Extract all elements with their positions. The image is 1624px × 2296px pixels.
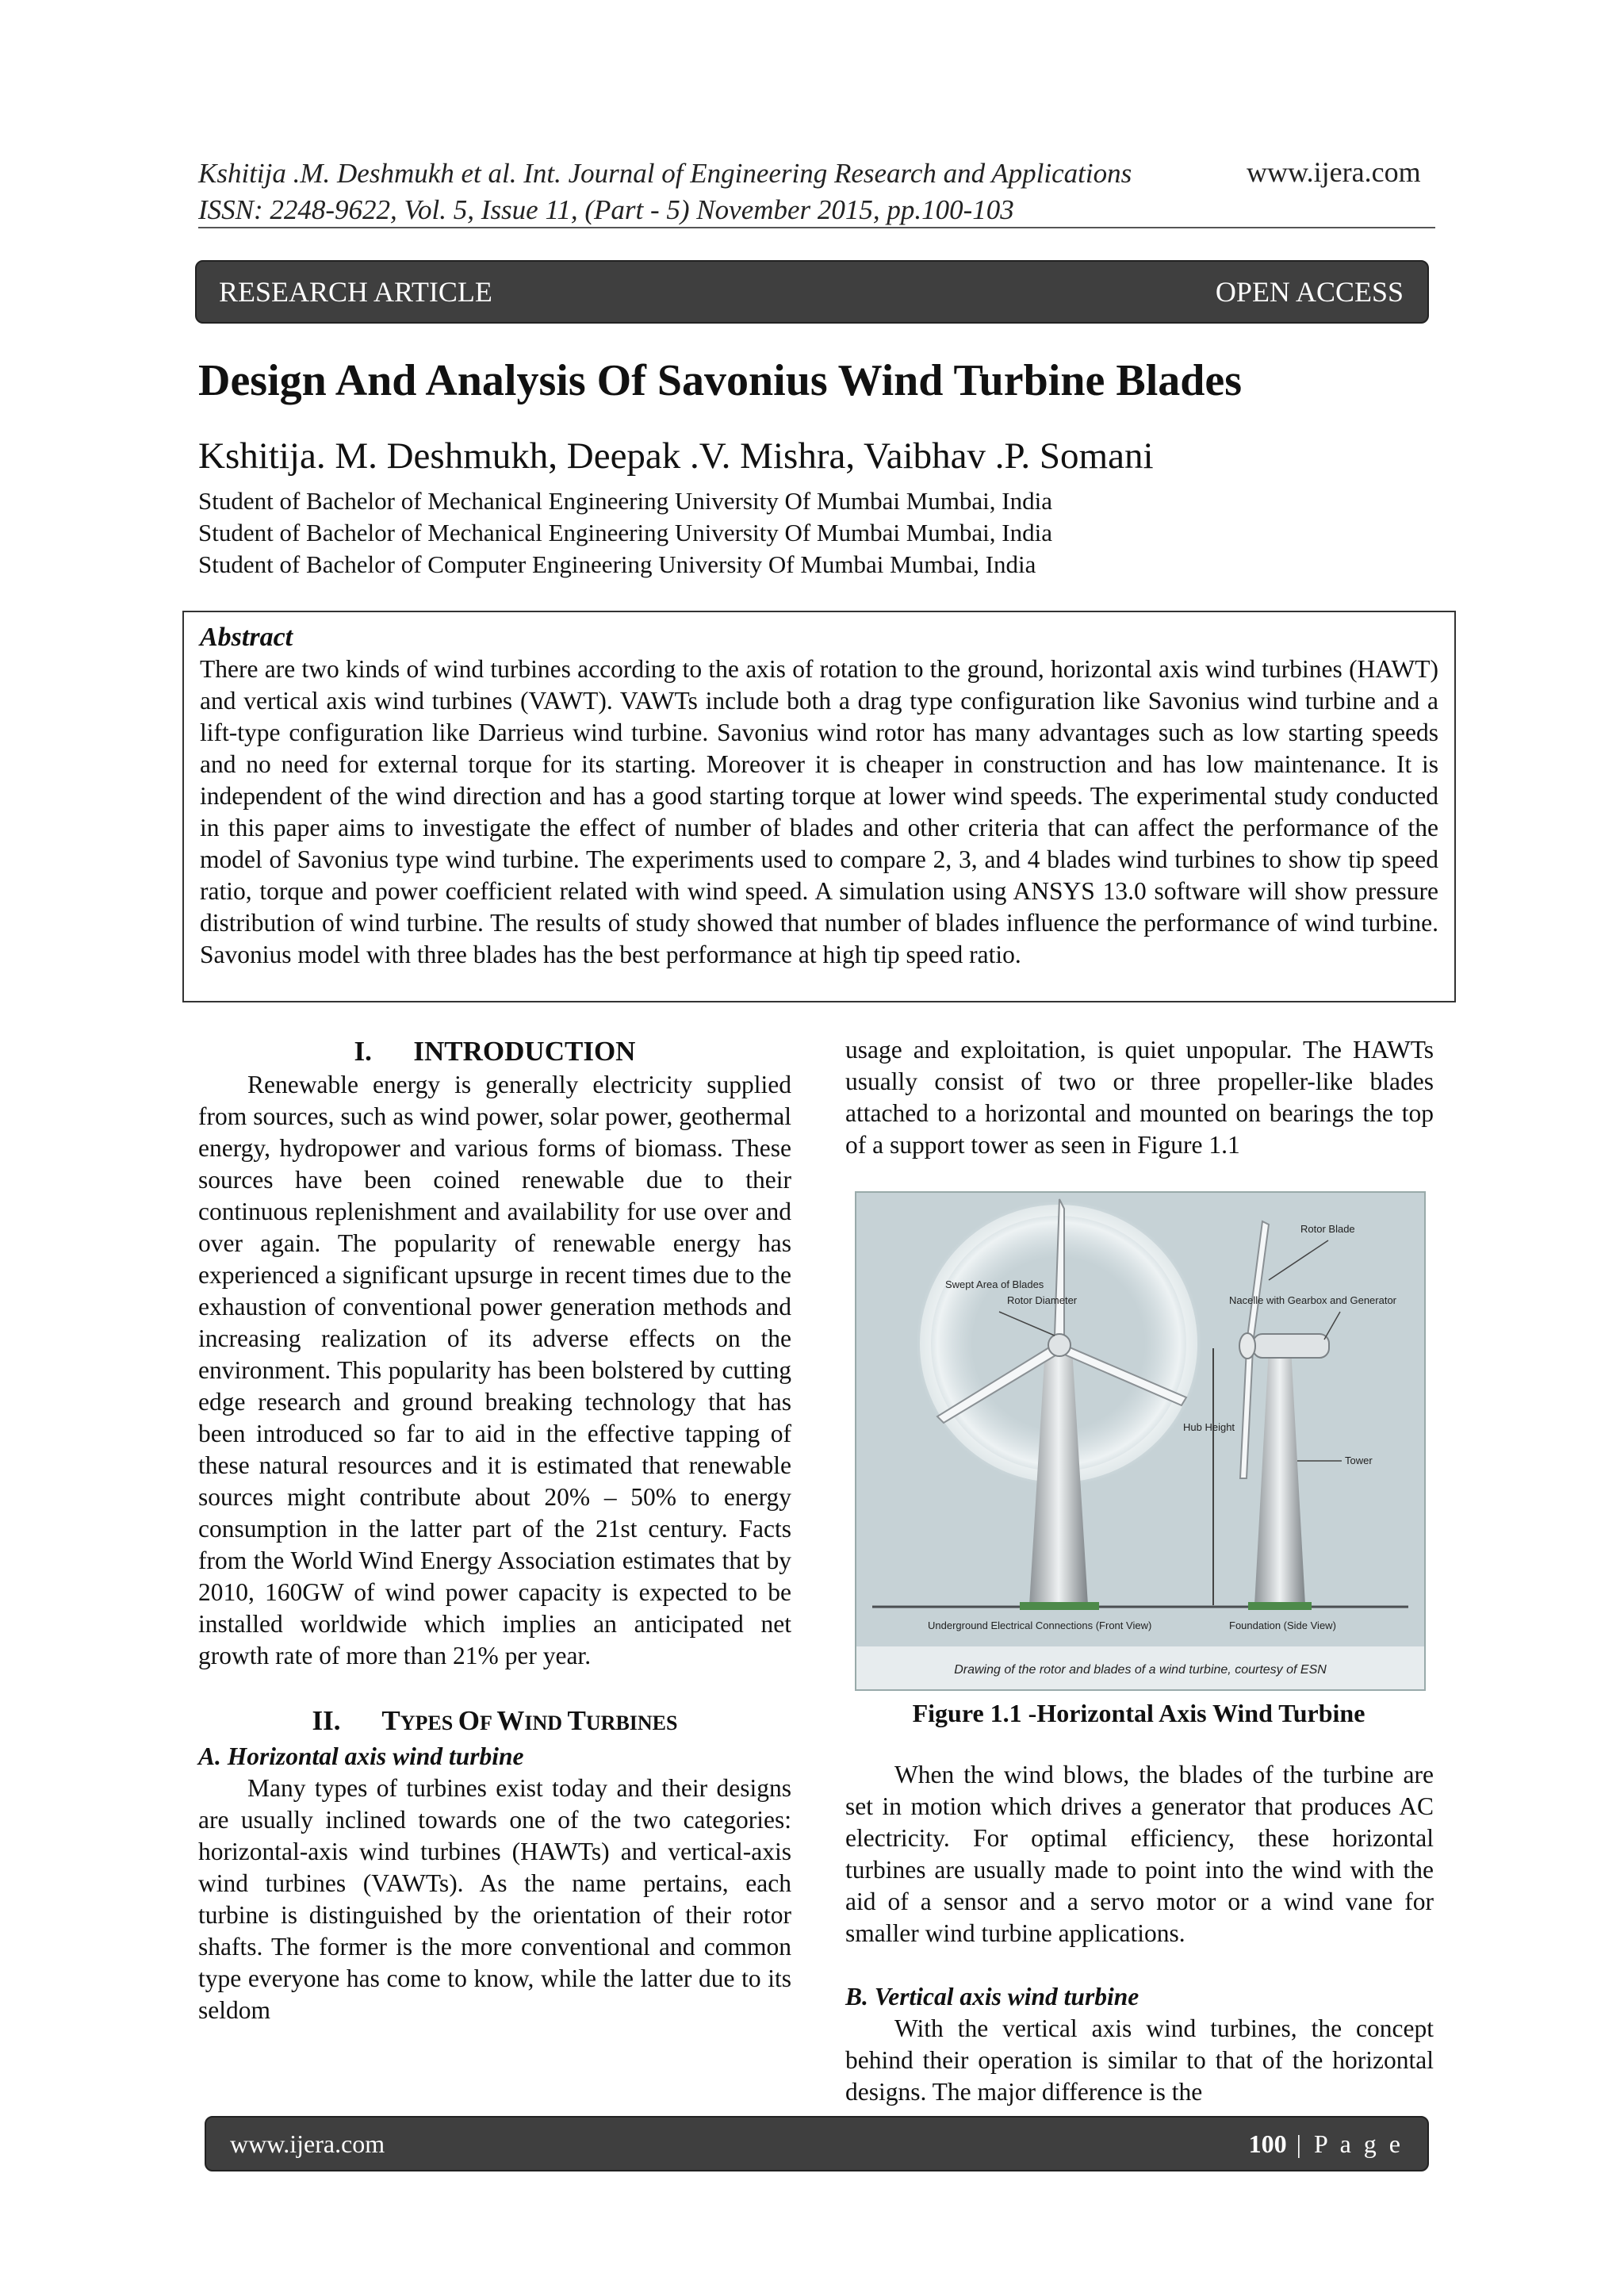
- affiliation-1: Student of Bachelor of Mechanical Engineering University Of Mumbai Mumbai, India: [198, 487, 1052, 515]
- continued-paragraph: usage and exploitation, is quiet unpopular. The HAWTs usually consist of two or three propeller-like blades attached to a horizontal and mounted on bearings the top of a support tower as seen in Figure 1.1: [845, 1036, 1434, 1159]
- nacelle: [1253, 1334, 1329, 1358]
- journal-header: [198, 155, 1132, 228]
- journal-line: Kshitija .M. Deshmukh et al. Int. Journal of Engineering Research and Applications: [198, 158, 1132, 189]
- label-underground: Underground Electrical Connections (Front View): [928, 1619, 1152, 1631]
- abstract-heading: Abstract: [200, 623, 293, 652]
- affiliations: [198, 485, 1052, 581]
- page-indicator: [1249, 2129, 1404, 2159]
- abstract-text: There are two kinds of wind turbines according to the axis of rotation to the ground, horizontal axis wind turbines (HAWT) and vertical axis wind turbines (VAWT). VAWTs include both a drag type configuration like Savonius wind turbine and a lift-type configuration like Darrieus wind turbine. Savonius wind rotor has many advantages such as low starting speeds and no need for external torque for its starting. Moreover it is cheaper in construction and has low maintenance. It is independent of the wind direction and has a good starting torque at lower wind speeds. The experimental study conducted in this paper aims to investigate the effect of number of blades and other criteria that can affect the performance of the model of Savonius type wind turbine. The experiments used to compare 2, 3, and 4 blades wind turbines to show tip speed ratio, torque and power coefficient related with wind speed. A simulation using ANSYS 13.0 software will show pressure distribution of wind turbine. The results of study showed that number of blades influence the performance of wind turbine. Savonius model with three blades has the best performance at high tip speed ratio.: [200, 655, 1438, 968]
- figure-credit: Drawing of the rotor and blades of a wind turbine, courtesy of ESN: [954, 1663, 1327, 1677]
- figure-1-1-image: [855, 1191, 1426, 1691]
- wind-turbine-drawing: [856, 1193, 1424, 1689]
- section-2-heading: [198, 1704, 791, 1741]
- side-foundation: [1248, 1602, 1312, 1610]
- label-swept-area: Swept Area of Blades: [945, 1278, 1044, 1290]
- intro-paragraph: Renewable energy is generally electricity supplied from sources, such as wind power, solar power, geothermal energy, hydropower and various forms of biomass. These sources have been coined renewable due to their continuous replenishment and availability for use over and over again. The popularity of renewable energy has experienced a significant upsurge in recent times due to the exhaustion of conventional power generation methods and increasing realization of its adverse effects on the environment. This popularity has been bolstered by cutting edge research and ground breaking technology that has been introduced so far to aid in the effective tapping of these natural resources and it is estimated that renewable sources might contribute about 20% – 50% to energy consumption in the latter part of the 21st century. Facts from the World Wind Energy Association estimates that by 2010, 160GW of wind power capacity is expected to be installed worldwide which implies an anticipated net growth rate of more than 21% per year.: [198, 1071, 791, 1669]
- subsection-a-heading: A. Horizontal axis wind turbine: [198, 1742, 524, 1770]
- sec2-title-part: URBINES: [585, 1711, 678, 1734]
- sec2-title-part: T: [381, 1705, 400, 1736]
- section-1-heading: [198, 1034, 791, 1069]
- sec2-title-part: YPES: [400, 1711, 458, 1734]
- page-footer: [205, 2116, 1429, 2171]
- sec2-title-part: O: [458, 1705, 480, 1736]
- label-hub-height: Hub Height: [1183, 1421, 1235, 1433]
- generator-paragraph: When the wind blows, the blades of the turbine are set in motion which drives a generator that produces AC electricity. For optimal efficiency, these horizontal turbines are usually made to point into the wind with the aid of a sensor and a servo motor or a wind vane for smaller wind turbine applications.: [845, 1761, 1434, 1947]
- front-foundation: [1020, 1602, 1099, 1610]
- page-word: | P a g e: [1286, 2129, 1404, 2158]
- left-column: [198, 1034, 791, 2026]
- subsection-b-paragraph: With the vertical axis wind turbines, the concept behind their operation is similar to that of the horizontal designs. The major difference is the: [845, 2014, 1434, 2106]
- footer-website[interactable]: www.ijera.com: [230, 2129, 385, 2158]
- affiliation-2: Student of Bachelor of Mechanical Engineering University Of Mumbai Mumbai, India: [198, 519, 1052, 546]
- front-hub: [1048, 1334, 1071, 1356]
- label-foundation: Foundation (Side View): [1229, 1619, 1336, 1631]
- section-1-title: INTRODUCTION: [413, 1036, 636, 1067]
- right-column-top: [845, 1034, 1434, 1161]
- abstract-box: [182, 611, 1456, 1002]
- section-1-number: I.: [354, 1036, 372, 1067]
- section-2-number: II.: [312, 1705, 341, 1736]
- label-rotor-diameter: Rotor Diameter: [1007, 1294, 1078, 1306]
- affiliation-3: Student of Bachelor of Computer Engineering University Of Mumbai Mumbai, India: [198, 550, 1036, 578]
- label-nacelle: Nacelle with Gearbox and Generator: [1229, 1294, 1397, 1306]
- side-hub: [1239, 1333, 1255, 1359]
- label-rotor-blade: Rotor Blade: [1300, 1223, 1355, 1235]
- research-article-label: RESEARCH ARTICLE: [219, 276, 492, 308]
- journal-website[interactable]: www.ijera.com: [1247, 156, 1421, 188]
- author-list: Kshitija. M. Deshmukh, Deepak .V. Mishra, Vaibhav .P. Somani: [198, 435, 1154, 477]
- figure-caption: Figure 1.1 -Horizontal Axis Wind Turbine: [912, 1699, 1365, 1727]
- sec2-title-part: IND: [524, 1711, 568, 1734]
- page-number: 100: [1248, 2129, 1287, 2158]
- open-access-label: OPEN ACCESS: [1215, 276, 1404, 308]
- header-rule: [198, 227, 1435, 228]
- article-type-banner: [195, 260, 1429, 324]
- sec2-title-part: T: [567, 1705, 586, 1736]
- right-column-bottom: [845, 1759, 1434, 2108]
- sec2-title-part: F: [479, 1711, 497, 1734]
- subsection-a-paragraph: Many types of turbines exist today and their designs are usually inclined towards one of the two categories: horizontal-axis wind turbines (HAWTs) and vertical-axis wind turbines (VAWTs). As the name pertains, each turbine is distinguished by the orientation of their rotor shafts. The former is the more conventional and common type everyone has come to know, while the latter due to its seldom: [198, 1774, 791, 2024]
- issn-line: ISSN: 2248-9622, Vol. 5, Issue 11, (Part - 5) November 2015, pp.100-103: [198, 194, 1014, 225]
- sec2-title-part: W: [496, 1705, 525, 1736]
- subsection-b-heading: B. Vertical axis wind turbine: [845, 1983, 1139, 2010]
- label-tower: Tower: [1345, 1455, 1373, 1466]
- paper-title: Design And Analysis Of Savonius Wind Turbine Blades: [198, 356, 1243, 405]
